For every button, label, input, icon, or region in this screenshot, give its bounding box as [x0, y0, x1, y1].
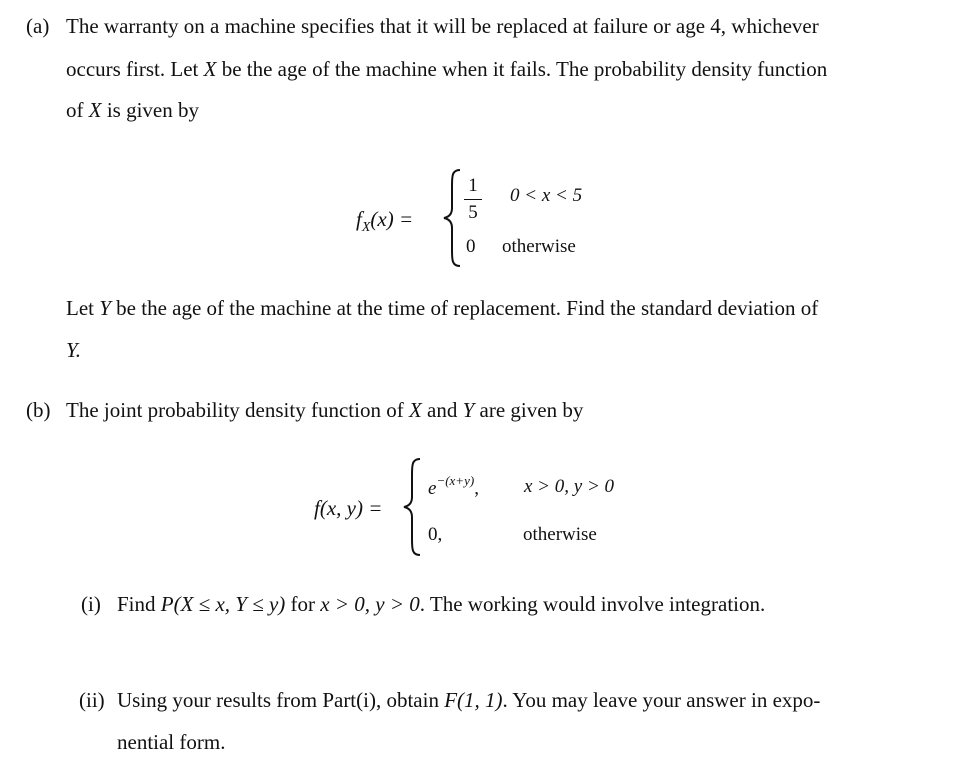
- text: is given by: [101, 98, 199, 122]
- part-a-label: (a): [26, 14, 50, 38]
- sub-ii-label: (ii): [79, 688, 105, 712]
- joint-case-2-condition: otherwise: [523, 524, 597, 545]
- pdf-case-2-value: 0: [466, 236, 476, 257]
- var-x: X: [203, 57, 217, 81]
- sub-ii-line-2: nential form.: [117, 730, 226, 754]
- pdf-case-1-condition: 0 < x < 5: [510, 185, 583, 206]
- joint-pdf-lhs: f(x, y) =: [314, 496, 383, 520]
- domain-condition: x > 0, y > 0: [320, 592, 420, 616]
- var-x: X: [88, 98, 102, 122]
- fraction-bar: [464, 199, 482, 200]
- pdf-case-2-condition: otherwise: [502, 236, 576, 257]
- f-symbol: f: [356, 207, 362, 231]
- part-a-line-3: [66, 98, 199, 123]
- fraction-one-fifth: [464, 175, 482, 224]
- text: are given by: [474, 398, 584, 422]
- part-b-intro: [66, 398, 583, 423]
- text: The joint probability density function of: [66, 398, 409, 422]
- part-b-label: (b): [26, 398, 51, 422]
- denominator: 5: [468, 202, 478, 224]
- text: . The working would involve integration.: [419, 592, 766, 616]
- joint-case-1-value: [428, 473, 479, 500]
- text: for: [285, 592, 321, 616]
- text: Let: [66, 296, 100, 320]
- text: be the age of the machine when it fails. The probability density function: [216, 57, 828, 81]
- part-a-line-1: The warranty on a machine specifies that it will be replaced at failure or age 4, whichever: [66, 14, 819, 38]
- joint-case-1-condition: x > 0, y > 0: [524, 476, 615, 497]
- text: Using your results from Part(i), obtain: [117, 688, 445, 712]
- probability-expression: P(X ≤ x, Y ≤ y): [160, 592, 286, 616]
- left-brace-icon: [402, 457, 424, 557]
- text: and: [421, 398, 463, 422]
- comma: ,: [474, 478, 479, 499]
- text: be the age of the machine at the time of replacement. Find the standard deviation of: [110, 296, 819, 320]
- part-a-line-5: Y.: [66, 338, 82, 362]
- exponent: −(x+y): [436, 473, 475, 488]
- part-a-line-4: [66, 296, 818, 321]
- subscript-x: X: [361, 220, 371, 235]
- exp-base: e: [428, 478, 437, 499]
- part-a-line-2: [66, 57, 827, 82]
- text: . You may leave your answer in expo-: [502, 688, 821, 712]
- sub-i-label: (i): [81, 592, 101, 616]
- sub-i-text: [117, 592, 765, 617]
- cdf-expression: F(1, 1): [444, 688, 503, 712]
- text: occurs first. Let: [66, 57, 204, 81]
- var-x: X: [408, 398, 422, 422]
- var-y: Y: [99, 296, 111, 320]
- var-y: Y: [462, 398, 475, 422]
- text: of: [66, 98, 89, 122]
- argument: (x) =: [370, 207, 414, 231]
- numerator: 1: [468, 175, 478, 196]
- left-brace-icon: [442, 168, 464, 268]
- pdf-lhs: [356, 207, 414, 235]
- sub-ii-line-1: [117, 688, 820, 713]
- joint-case-2-value: 0,: [428, 524, 443, 545]
- text: Find: [117, 592, 161, 616]
